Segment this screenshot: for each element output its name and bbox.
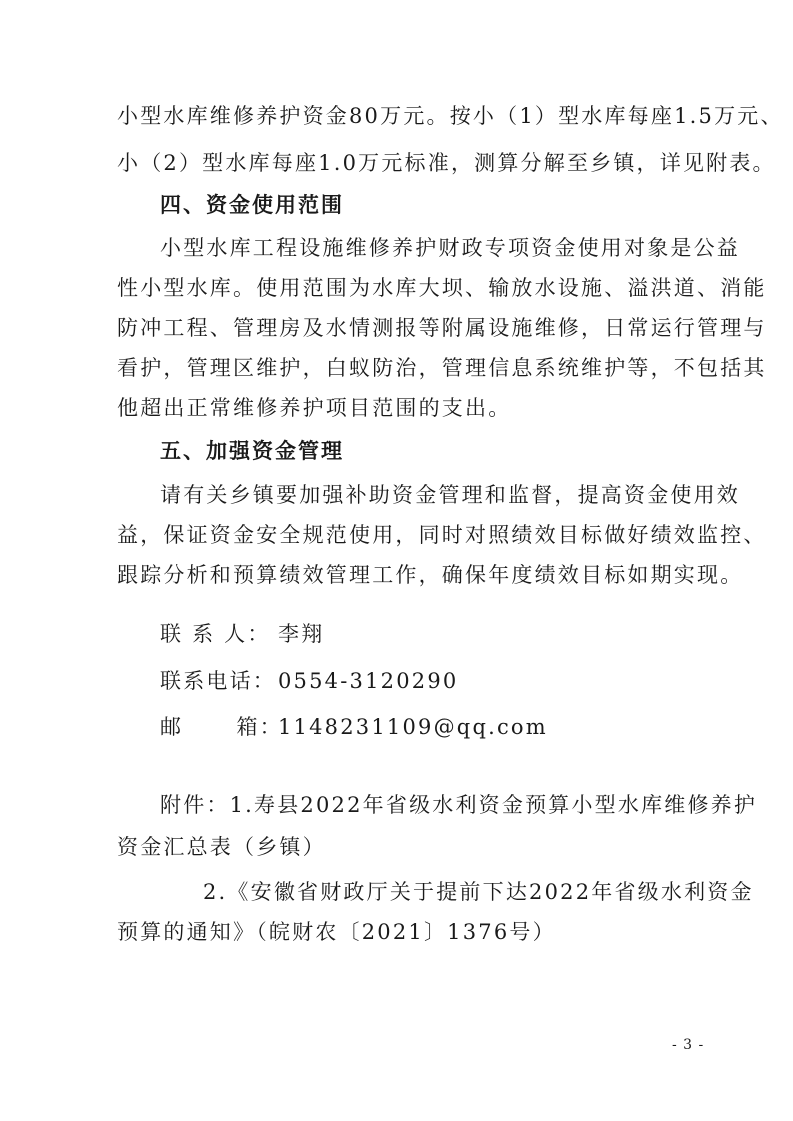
attachment-line: 预算的通知》（皖财农〔2021〕1376号） — [117, 920, 556, 944]
body-text-line: 小型水库维修养护资金80万元。按小（1）型水库每座1.5万元、 — [117, 104, 784, 128]
attachment-line: 附件：1.寿县2022年省级水利资金预算小型水库维修养护 — [160, 793, 758, 817]
contact-email-value: 1148231109@qq.com — [278, 715, 548, 739]
contact-person-value: 李翔 — [278, 622, 325, 646]
contact-phone-label: 联系电话： — [160, 669, 276, 693]
section-heading-usage-scope: 四、资金使用范围 — [160, 193, 344, 217]
body-text-line: 看护，管理区维护，白蚁防治，管理信息系统维护等，不包括其 — [117, 356, 767, 380]
body-text-line: 他超出正常维修养护项目范围的支出。 — [117, 396, 512, 420]
page-number: - 3 - — [672, 1037, 705, 1053]
contact-phone-row — [160, 667, 458, 695]
contact-email-label: 邮 箱： — [160, 715, 283, 739]
attachment-line: 2.《安徽省财政厅关于提前下达2022年省级水利资金 — [203, 880, 754, 904]
body-text-line: 请有关乡镇要加强补助资金管理和监督，提高资金使用效 — [160, 483, 740, 507]
contact-person-label: 联 系 人： — [160, 622, 271, 646]
body-text-line: 性小型水库。使用范围为水库大坝、输放水设施、溢洪道、消能 — [117, 276, 767, 300]
body-text-line: 小型水库工程设施维修养护财政专项资金使用对象是公益 — [160, 236, 740, 260]
body-text-line: 小（2）型水库每座1.0万元标准，测算分解至乡镇，详见附表。 — [117, 151, 776, 175]
body-text-line: 跟踪分析和预算绩效管理工作，确保年度绩效目标如期实现。 — [117, 563, 744, 587]
body-text-line: 防冲工程、管理房及水情测报等附属设施维修，日常运行管理与 — [117, 316, 767, 340]
contact-email-row — [160, 713, 548, 741]
contact-person-row — [160, 620, 324, 648]
contact-phone-value: 0554-3120290 — [278, 669, 459, 693]
section-heading-fund-management: 五、加强资金管理 — [160, 439, 344, 463]
body-text-line: 益，保证资金安全规范使用，同时对照绩效目标做好绩效监控、 — [117, 523, 767, 547]
attachment-line: 资金汇总表（乡镇） — [117, 835, 326, 859]
